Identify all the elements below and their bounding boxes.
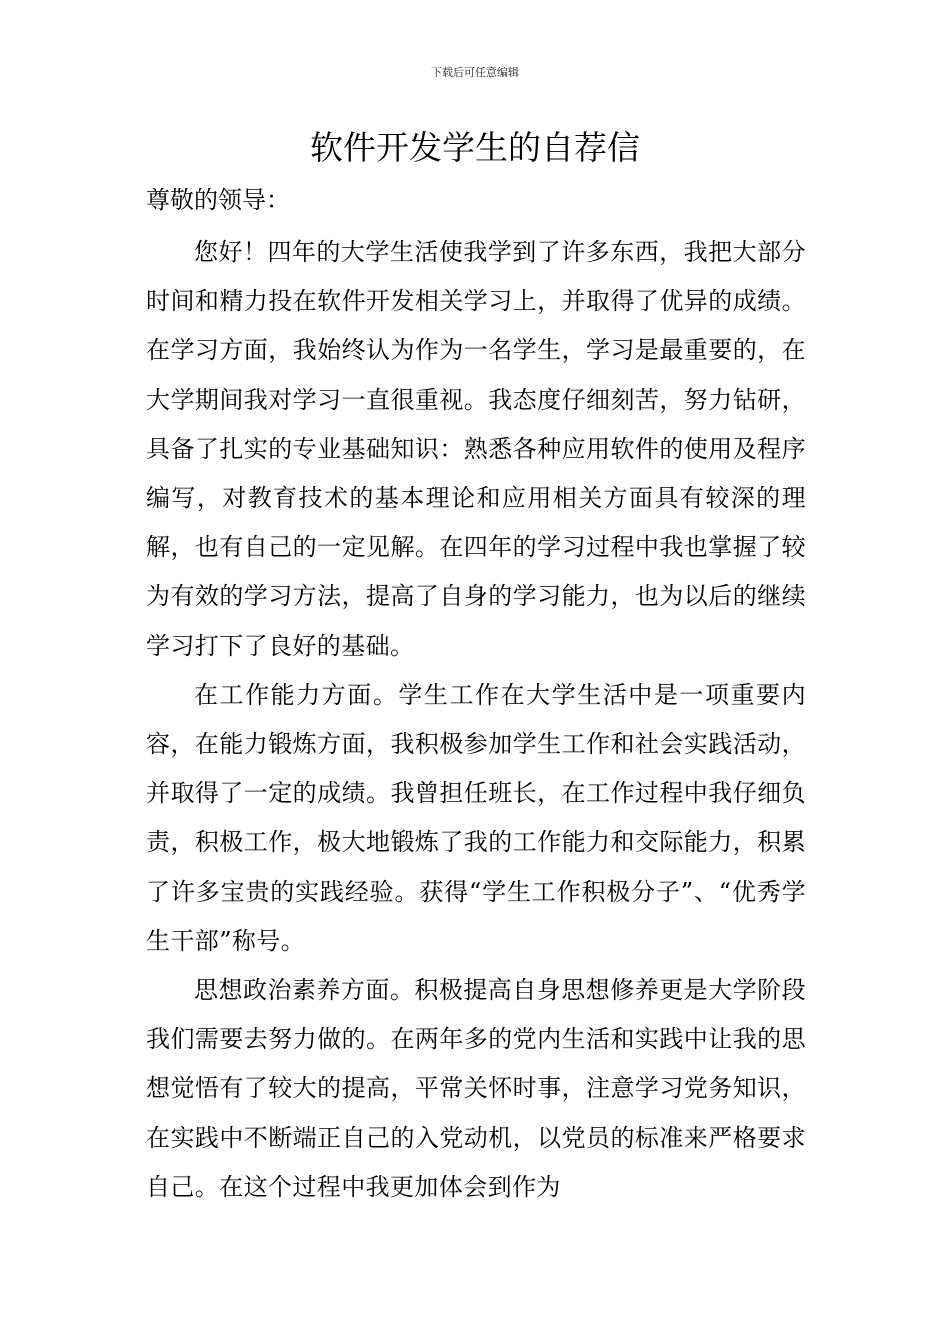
letter-body xyxy=(146,228,806,1212)
paragraph-work: 在工作能力方面。学生工作在大学生活中是一项重要内容，在能力锻炼方面，我积极参加学生工作和社会实践活动，并取得了一定的成绩。我曾担任班长，在工作过程中我仔细负责，积极工作，极大地锻炼了我的工作能力和交际能力，积累了许多宝贵的实践经验。获得“学生工作积极分子”、“优秀学生干部”称号。 xyxy=(146,680,806,955)
paragraph-study: 您好！四年的大学生活使我学到了许多东西，我把大部分时间和精力投在软件开发相关学习上，并取得了优异的成绩。在学习方面，我始终认为作为一名学生，学习是最重要的，在大学期间我对学习一直很重视。我态度仔细刻苦，努力钻研，具备了扎实的专业基础知识：熟悉各种应用软件的使用及程序编写，对教育技术的基本理论和应用相关方面具有较深的理解，也有自己的一定见解。在四年的学习过程中我也掌握了较为有效的学习方法，提高了自身的学习能力，也为以后的继续学习打下了良好的基础。 xyxy=(146,238,806,660)
salutation: 尊敬的领导： xyxy=(146,186,290,214)
paragraph-politics: 思想政治素养方面。积极提高自身思想修养更是大学阶段我们需要去努力做的。在两年多的党内生活和实践中让我的思想觉悟有了较大的提高，平常关怀时事，注意学习党务知识，在实践中不断端正自己的入党动机，以党员的标准来严格要求自己。在这个过程中我更加体会到作为 xyxy=(146,976,806,1201)
download-note: 下载后可任意编辑 xyxy=(431,66,519,79)
document-title: 软件开发学生的自荐信 xyxy=(310,128,640,167)
